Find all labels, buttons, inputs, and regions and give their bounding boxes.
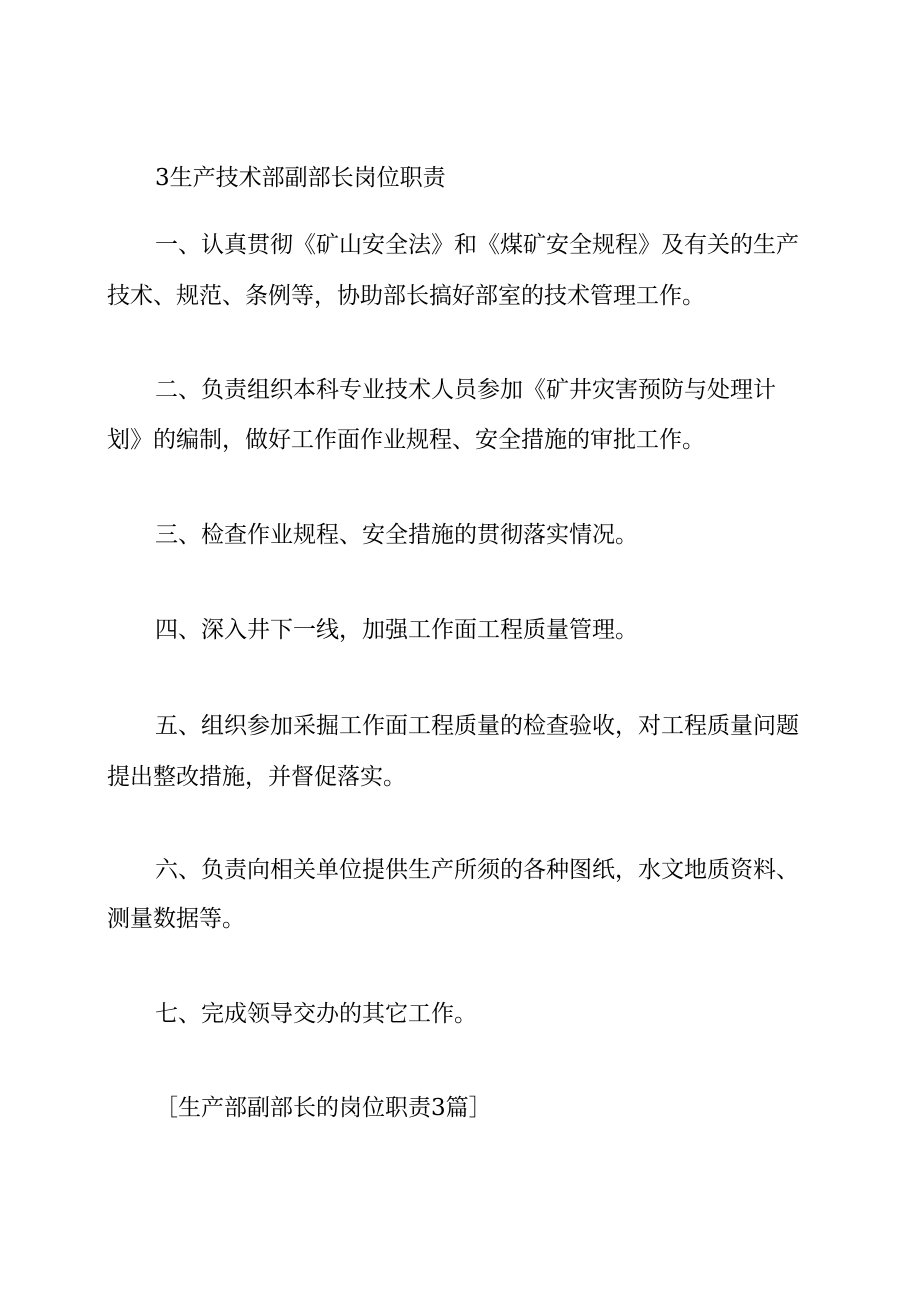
item-7-line-1: 七、完成领导交办的其它工作。 [155, 1001, 477, 1027]
document-title: 3生产技术部副部长岗位职责 [155, 165, 446, 191]
item-5-line-2: 提出整改措施，并督促落实。 [107, 764, 406, 790]
item-4-line-1: 四、深入井下一线，加强工作面工程质量管理。 [155, 617, 638, 643]
item-2-line-2: 划》的编制，做好工作面作业规程、安全措施的审批工作。 [107, 427, 705, 453]
item-3-line-1: 三、检查作业规程、安全措施的贯彻落实情况。 [155, 522, 638, 548]
item-6-line-1: 六、负责向相关单位提供生产所须的各种图纸，水文地质资料、 [155, 857, 799, 883]
document-footer: ［生产部副部长的岗位职责3篇］ [155, 1095, 492, 1121]
item-6-line-2: 测量数据等。 [107, 906, 245, 932]
item-1-line-2: 技术、规范、条例等，协助部长搞好部室的技术管理工作。 [107, 283, 705, 309]
item-2-line-1: 二、负责组织本科专业技术人员参加《矿井灾害预防与处理计 [155, 377, 776, 403]
item-1-line-1: 一、认真贯彻《矿山安全法》和《煤矿安全规程》及有关的生产 [155, 232, 799, 258]
item-5-line-1: 五、组织参加采掘工作面工程质量的检查验收，对工程质量问题 [155, 713, 799, 739]
